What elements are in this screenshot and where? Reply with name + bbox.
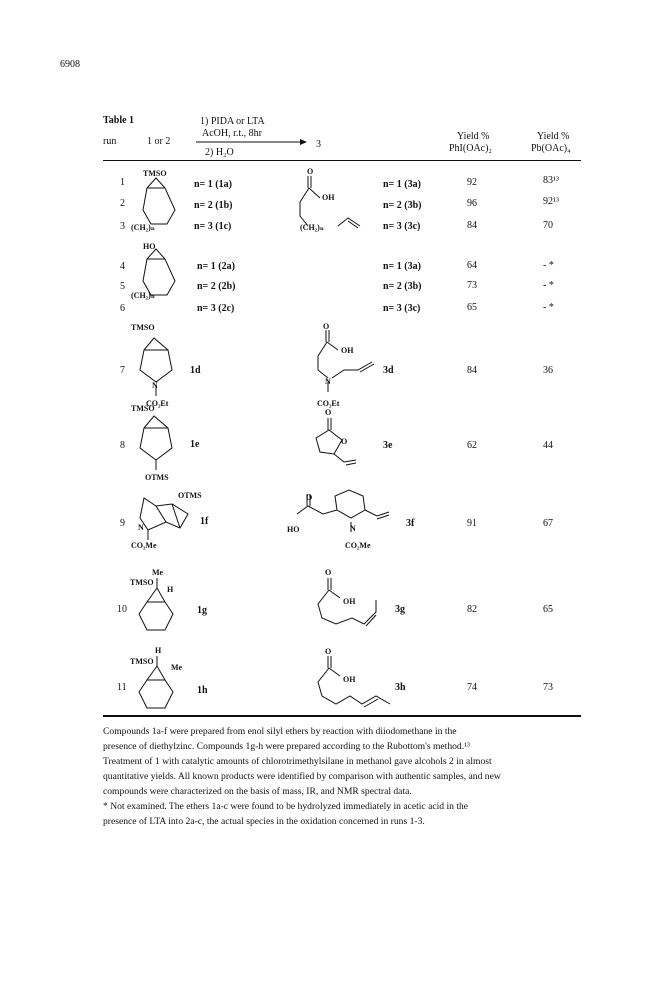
substrate-label: n= 2 (2b) (197, 281, 236, 292)
yield-lta: 36 (543, 365, 553, 376)
table-bottom-rule (103, 715, 581, 717)
header-yield-pida-reagent: PhI(OAc)₂ (449, 143, 492, 154)
table-footnotes (103, 724, 573, 829)
atom-label-o: O (325, 647, 332, 656)
atom-label-o: O (341, 437, 348, 446)
atom-label-h: H (167, 585, 174, 594)
atom-label-oh: OH (322, 193, 335, 202)
atom-label-o: O (306, 493, 313, 502)
structure-substrate-1e (130, 410, 200, 480)
atom-label-me: Me (152, 568, 164, 577)
substrate-label: 1h (197, 685, 208, 696)
product-label: 3e (383, 440, 393, 451)
atom-label-o: O (325, 408, 332, 417)
atom-label-ho: HO (287, 525, 300, 534)
atom-label-tmso: TMSO (131, 323, 155, 332)
product-label: n= 3 (3c) (383, 221, 421, 232)
atom-label-n: N (325, 377, 331, 386)
yield-pida: 65 (467, 302, 477, 313)
header-reactant: 1 or 2 (147, 136, 171, 147)
page-number: 6908 (60, 59, 80, 70)
substrate-label: n= 1 (1a) (194, 179, 232, 190)
atom-label-ch2n: (CH₂)ₙ (131, 223, 155, 232)
footnote-line: Compounds 1a-f were prepared from enol silyl ethers by reaction with diiodomethane in the (103, 726, 457, 737)
yield-lta: 67 (543, 518, 553, 529)
yield-pida: 73 (467, 280, 477, 291)
footnote-line: presence of diethylzinc. Compounds 1g-h were prepared according to the Rubottom's method.¹³ (103, 741, 470, 752)
yield-pida: 92 (467, 177, 477, 188)
run-number: 8 (120, 440, 125, 451)
footnote-line: * Not examined. The ethers 1a-c were found to be hydrolyzed immediately in acetic acid in the (103, 801, 469, 812)
yield-lta: 83¹³ (543, 175, 559, 186)
substrate-label: 1e (190, 439, 200, 450)
atom-label-h: H (155, 646, 162, 655)
atom-label-oh: OH (341, 346, 354, 355)
header-rule (103, 160, 581, 161)
structure-product-3d (300, 320, 390, 400)
substrate-label: 1g (197, 605, 207, 616)
run-number: 3 (120, 221, 125, 232)
product-label: 3g (395, 604, 405, 615)
atom-label-ch2n: (CH₂)ₙ (131, 291, 155, 300)
yield-lta: - * (543, 280, 554, 291)
atom-label-o: O (325, 568, 332, 577)
reaction-arrow (196, 137, 308, 147)
atom-label-tmso: TMSO (143, 169, 167, 178)
footnote-line: compounds were characterized on the basis of mass, IR, and NMR spectral data. (103, 786, 412, 797)
yield-pida: 82 (467, 604, 477, 615)
product-label: n= 1 (3a) (383, 261, 421, 272)
header-yield-pida: Yield % (457, 131, 490, 142)
structure-substrate-1d (130, 330, 200, 400)
atom-label-otms: OTMS (178, 491, 202, 500)
product-label: 3h (395, 682, 406, 693)
footnote-line: Treatment of 1 with catalytic amounts of chlorotrimethylsilane in methanol gave alcohols 2 in almost (103, 756, 492, 767)
atom-label-otms: OTMS (145, 473, 169, 482)
yield-lta: - * (543, 260, 554, 271)
substrate-label: n= 3 (2c) (197, 303, 235, 314)
product-label: n= 3 (3c) (383, 303, 421, 314)
atom-label-co2me: CO₂Me (131, 541, 157, 550)
yield-lta: 70 (543, 220, 553, 231)
product-label: 3f (406, 518, 415, 529)
atom-label-n: N (152, 381, 158, 390)
run-number: 9 (120, 518, 125, 529)
yield-pida: 84 (467, 220, 477, 231)
yield-lta: - * (543, 302, 554, 313)
footnote-line: presence of LTA into 2a-c, the actual species in the oxidation concerned in runs 1-3. (103, 816, 425, 827)
run-number: 1 (120, 177, 125, 188)
substrate-label: 1f (200, 516, 209, 527)
atom-label-tmso: TMSO (130, 578, 154, 587)
product-label: 3d (383, 365, 394, 376)
yield-pida: 91 (467, 518, 477, 529)
header-run: run (103, 136, 117, 147)
atom-label-oh: OH (343, 597, 356, 606)
atom-label-oh: OH (343, 675, 356, 684)
yield-pida: 62 (467, 440, 477, 451)
atom-label-n: N (350, 524, 356, 533)
atom-label-ch2n: (CH₂)ₙ (300, 223, 324, 232)
run-number: 10 (117, 604, 127, 615)
table-title: Table 1 (103, 115, 135, 126)
run-number: 4 (120, 261, 125, 272)
header-yield-lta-reagent: Pb(OAc)₄ (531, 143, 571, 154)
yield-pida: 64 (467, 260, 477, 271)
atom-label-me: Me (171, 663, 183, 672)
atom-label-co2et: CO₂Et (146, 399, 169, 408)
structure-product-3e (300, 410, 380, 480)
substrate-label: n= 3 (1c) (194, 221, 232, 232)
footnote-line: quantitative yields. All known products were identified by comparison with authentic samples, and new (103, 771, 501, 782)
substrate-label: 1d (190, 365, 201, 376)
atom-label-co2et: CO₂Et (317, 399, 340, 408)
yield-lta: 92¹³ (543, 196, 559, 207)
header-reagent-2: AcOH, r.t., 8hr (202, 128, 262, 139)
run-number: 11 (117, 682, 127, 693)
product-label: n= 2 (3b) (383, 200, 422, 211)
yield-lta: 44 (543, 440, 553, 451)
run-number: 5 (120, 281, 125, 292)
structure-product-3f (285, 488, 405, 548)
header-reagent-1: 1) PIDA or LTA (200, 116, 265, 127)
yield-pida: 74 (467, 682, 477, 693)
substrate-label: n= 1 (2a) (197, 261, 235, 272)
product-label: n= 2 (3b) (383, 281, 422, 292)
atom-label-o: O (323, 322, 330, 331)
atom-label-tmso: TMSO (130, 657, 154, 666)
yield-lta: 65 (543, 604, 553, 615)
atom-label-ho: HO (143, 242, 156, 251)
structure-substrate-2a-c (125, 245, 195, 315)
run-number: 2 (120, 198, 125, 209)
atom-label-tmso: TMSO (131, 404, 155, 413)
substrate-label: n= 2 (1b) (194, 200, 233, 211)
product-label: n= 1 (3a) (383, 179, 421, 190)
run-number: 6 (120, 303, 125, 314)
atom-label-o: O (307, 167, 314, 176)
header-product: 3 (316, 139, 321, 150)
atom-label-n: N (138, 523, 144, 532)
yield-pida: 96 (467, 198, 477, 209)
header-reagent-3: 2) H₂O (205, 147, 234, 158)
yield-pida: 84 (467, 365, 477, 376)
run-number: 7 (120, 365, 125, 376)
header-yield-lta: Yield % (537, 131, 570, 142)
yield-lta: 73 (543, 682, 553, 693)
atom-label-co2me: CO₂Me (345, 541, 371, 550)
